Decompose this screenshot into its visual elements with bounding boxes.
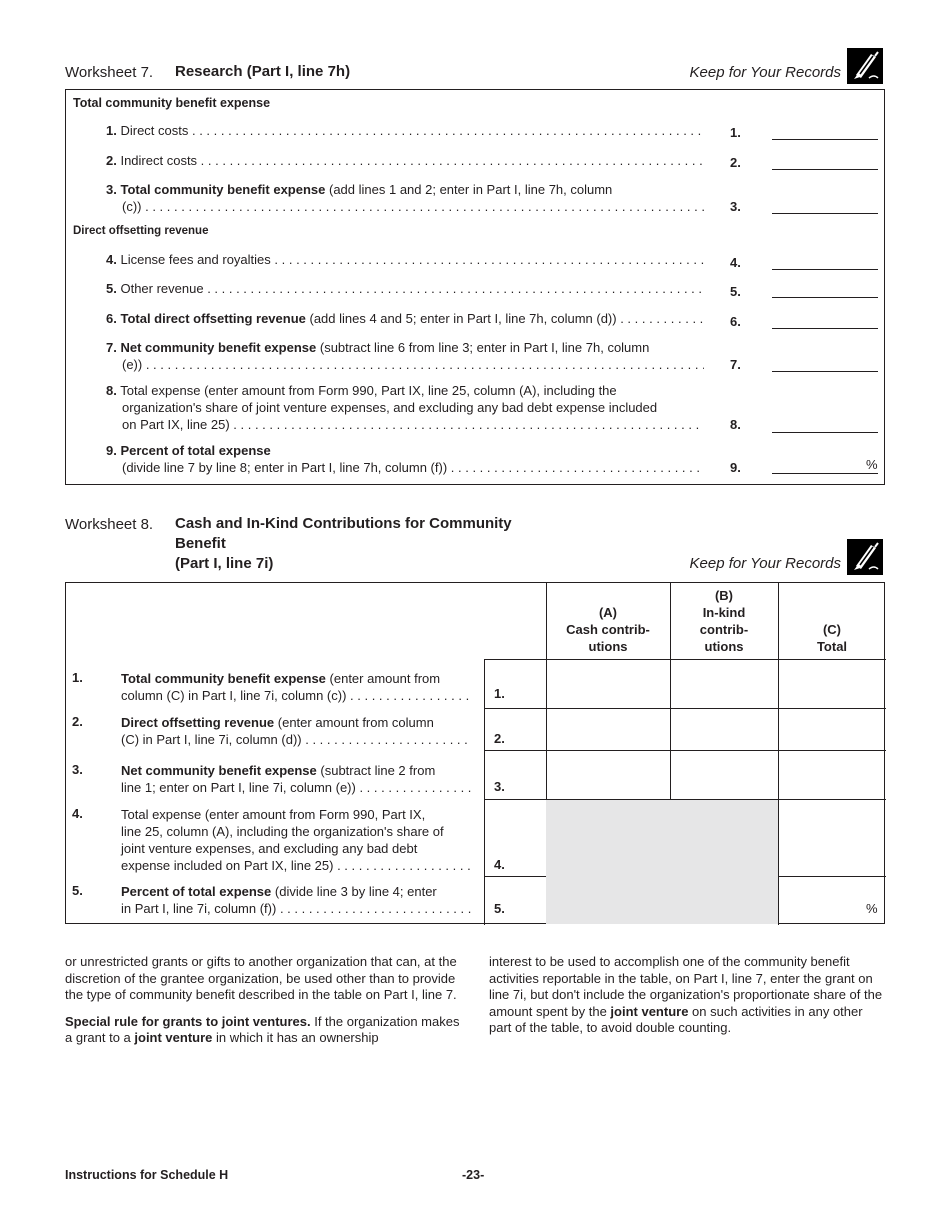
ws7-ref-2: 2. bbox=[730, 155, 741, 170]
pen-records-icon-2 bbox=[847, 539, 883, 575]
body-right-column bbox=[489, 954, 885, 1047]
ws7-ref-7: 7. bbox=[730, 357, 741, 372]
worksheet7-label: Worksheet 7. bbox=[65, 64, 154, 81]
ws7-line-5: 5. Other revenue . . . bbox=[106, 280, 704, 297]
body-left-para-1: or unrestricted grants or gifts to another organization that can, at the discretion of the grantee organization, be used other than to provide the type of community benefit described in the table on Part I, line 7. bbox=[65, 954, 457, 1002]
section-total-cbe: Total community benefit expense bbox=[73, 96, 271, 110]
ws8-row-2-ref: 2. bbox=[494, 731, 505, 746]
ws8-row-5-ref: 5. bbox=[494, 901, 505, 916]
worksheet8-table bbox=[65, 582, 885, 924]
worksheet7-table bbox=[65, 89, 885, 485]
ws7-ref-4: 4. bbox=[730, 255, 741, 270]
ws8-row-4-text: Total expense (enter amount from Form 990, Part IX, line 25, column (A), including the organization's share of joint venture expenses, and excluding any bad debt expense included on Part IX, line 25) . . . bbox=[121, 806, 471, 874]
ws7-ref-8: 8. bbox=[730, 417, 741, 432]
section-direct-offsetting: Direct offsetting revenue bbox=[73, 225, 209, 237]
ws8-row-4-num: 4. bbox=[72, 806, 83, 821]
ws7-line-1: 1. Direct costs . . . bbox=[106, 122, 704, 139]
ws8-row-4-ref: 4. bbox=[494, 857, 505, 872]
ws7-line-6: 6. Total direct offsetting revenue (add lines 4 and 5; enter in Part I, line 7h, column (d)) . . . bbox=[106, 310, 704, 327]
ws8-percent-sign: % bbox=[866, 901, 878, 916]
ws8-row-3-text: Net community benefit expense (subtract line 2 from line 1; enter on Part I, line 7i, column (e)) . . . bbox=[121, 762, 471, 796]
ws7-line-4: 4. License fees and royalties . . . bbox=[106, 251, 704, 268]
column-b-header: (B) In-kind contrib- utions bbox=[699, 588, 749, 654]
page-number: -23- bbox=[462, 1168, 485, 1182]
worksheet7-header bbox=[65, 48, 885, 88]
ws7-line-9: 9. Percent of total expense (divide line 7 by line 8; enter in Part I, line 7h, column (f)) . . . bbox=[106, 442, 704, 476]
column-a-header: (A) Cash contrib- utions bbox=[566, 605, 650, 654]
ws8-row-2-num: 2. bbox=[72, 714, 83, 729]
shaded-cells bbox=[546, 799, 778, 924]
body-left-column bbox=[65, 954, 460, 1057]
keep-for-records-2: Keep for Your Records bbox=[689, 555, 841, 572]
ws7-ref-5: 5. bbox=[730, 284, 741, 299]
ws7-entry-4[interactable] bbox=[772, 269, 878, 270]
column-c-header: (C) Total bbox=[816, 622, 848, 654]
worksheet8-title-2: Benefit bbox=[175, 535, 226, 552]
ws7-entry-1[interactable] bbox=[772, 139, 878, 140]
ws7-line-3: 3. Total community benefit expense (add lines 1 and 2; enter in Part I, line 7h, column (c)) . . . bbox=[106, 181, 704, 215]
ws8-row-5-text: Percent of total expense (divide line 3 by line 4; enter in Part I, line 7i, column (f)) . . . bbox=[121, 883, 471, 917]
worksheet8-header bbox=[65, 514, 885, 580]
ws7-ref-3: 3. bbox=[730, 199, 741, 214]
pen-records-icon bbox=[847, 48, 883, 84]
ws8-row-1-num: 1. bbox=[72, 670, 83, 685]
body-right-para: interest to be used to accomplish one of the community benefit activities reportable in the table, on Part I, line 7, enter the grant on line 7i, but don't include the organization's proportionate share of the amount spent by the joint venture on such activities in any other part of the table, to avoid double counting. bbox=[489, 954, 883, 1035]
ws8-row-3-ref: 3. bbox=[494, 779, 505, 794]
ws8-row-1-ref: 1. bbox=[494, 686, 505, 701]
ws7-ref-1: 1. bbox=[730, 125, 741, 140]
ws7-entry-2[interactable] bbox=[772, 169, 878, 170]
ws7-line-8: 8. Total expense (enter amount from Form 990, Part IX, line 25, column (A), including the organization's share of joint venture expenses, and excluding any bad debt expense included on Part IX, line 25) . . . bbox=[106, 382, 704, 433]
ws8-row-1-text: Total community benefit expense (enter amount from column (C) in Part I, line 7i, column (c)) . . . bbox=[121, 670, 471, 704]
ws7-entry-6[interactable] bbox=[772, 328, 878, 329]
body-left-para-2: Special rule for grants to joint ventures. If the organization makes a grant to a joint venture in which it has an ownership bbox=[65, 1013, 460, 1045]
ws7-ref-9: 9. bbox=[730, 460, 741, 475]
worksheet7-title: Research (Part I, line 7h) bbox=[175, 63, 351, 80]
ws8-row-3-num: 3. bbox=[72, 762, 83, 777]
ws7-entry-9[interactable] bbox=[772, 473, 878, 474]
keep-for-records: Keep for Your Records bbox=[689, 64, 841, 81]
ws7-line-2: 2. Indirect costs . . . bbox=[106, 152, 704, 169]
worksheet8-title-3: (Part I, line 7i) bbox=[175, 555, 274, 572]
worksheet8-label: Worksheet 8. bbox=[65, 516, 154, 533]
ws7-entry-7[interactable] bbox=[772, 371, 878, 372]
ws7-entry-8[interactable] bbox=[772, 432, 878, 433]
footer-title: Instructions for Schedule H bbox=[65, 1168, 229, 1182]
ws8-row-5-num: 5. bbox=[72, 883, 83, 898]
ws7-ref-6: 6. bbox=[730, 314, 741, 329]
worksheet8-title-1: Cash and In-Kind Contributions for Community bbox=[175, 515, 512, 532]
ws7-percent-sign: % bbox=[866, 457, 878, 472]
ws7-line-7: 7. Net community benefit expense (subtract line 6 from line 3; enter in Part I, line 7h, column (e)) . . . bbox=[106, 339, 704, 373]
ws7-entry-5[interactable] bbox=[772, 297, 878, 298]
ws7-entry-3[interactable] bbox=[772, 213, 878, 214]
ws8-row-2-text: Direct offsetting revenue (enter amount from column (C) in Part I, line 7i, column (d)) . . . bbox=[121, 714, 471, 748]
